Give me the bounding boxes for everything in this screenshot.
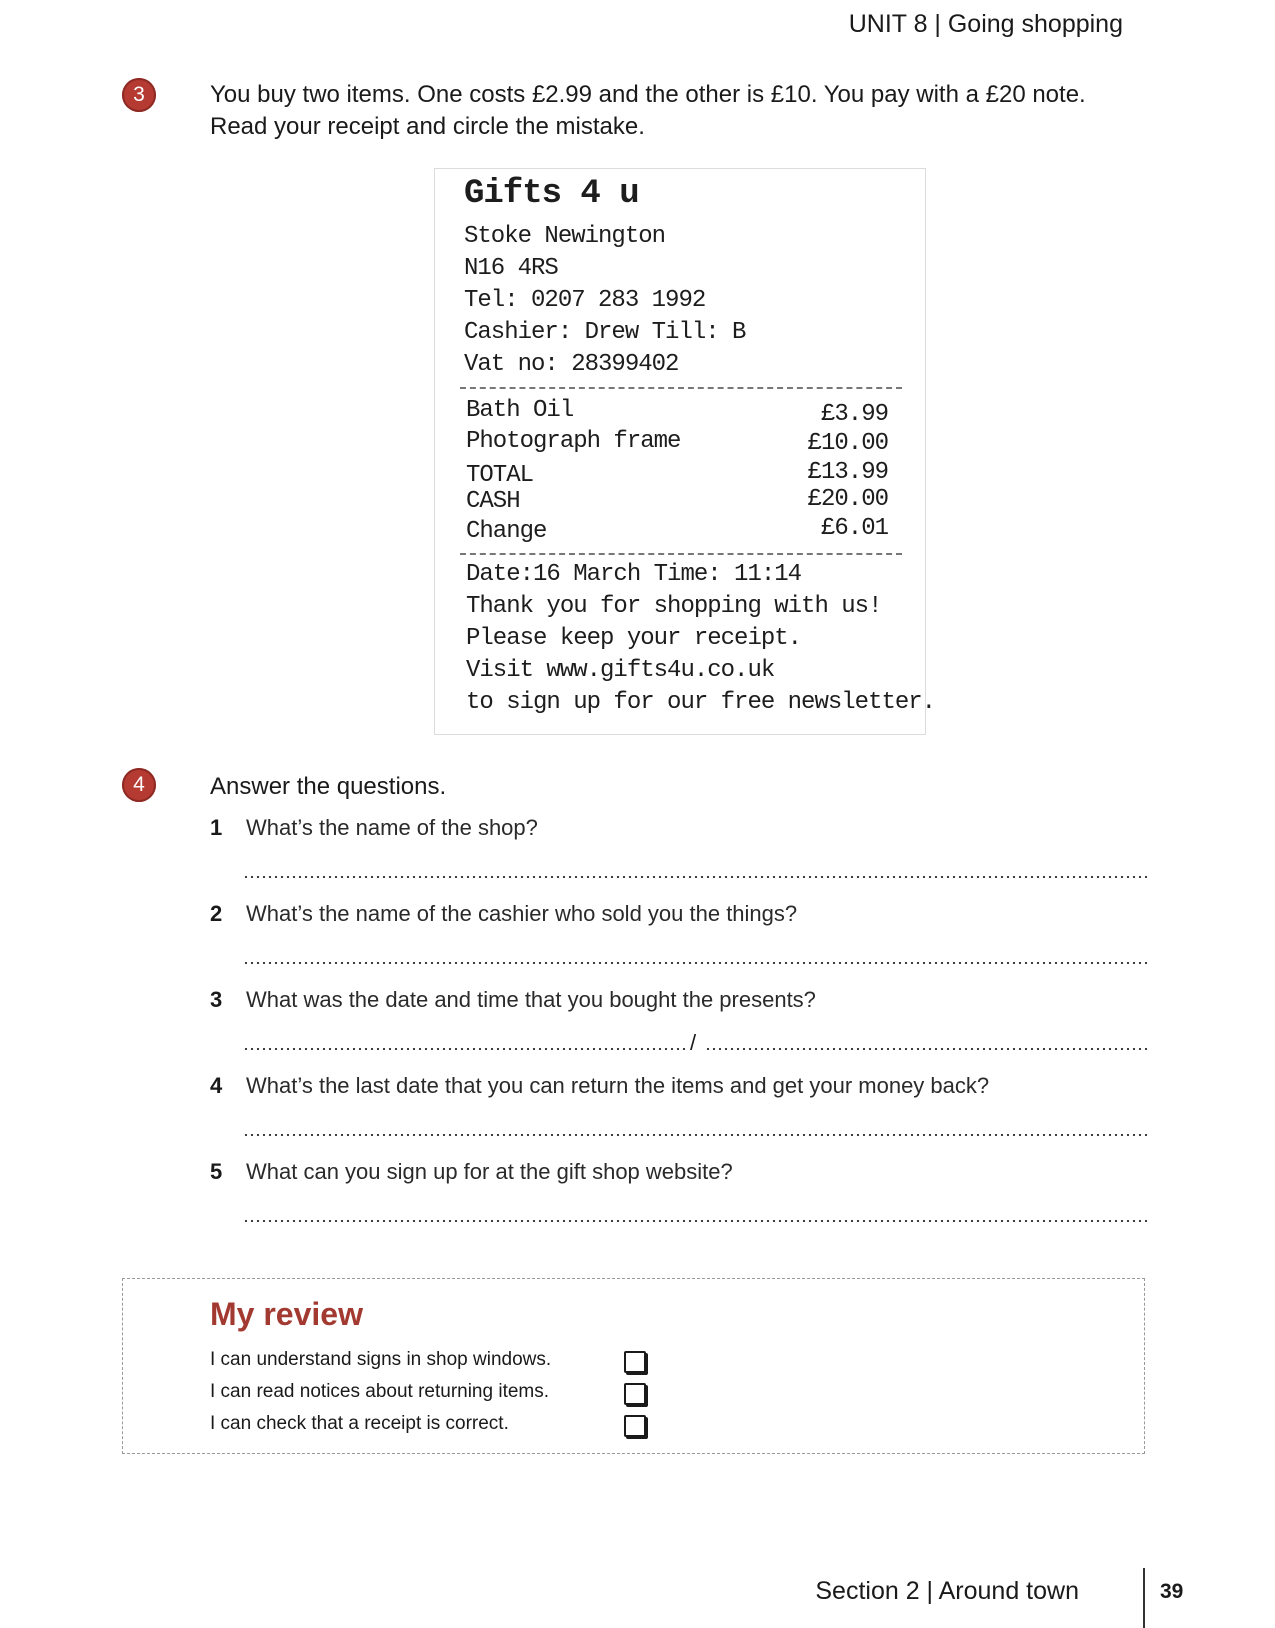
unit-header: UNIT 8 | Going shopping [848, 10, 1123, 38]
receipt [434, 168, 936, 735]
question-text: What’s the name of the cashier who sold you the things? [246, 901, 798, 926]
receipt-item-name: Photograph frame [466, 428, 681, 455]
footer-divider [1143, 1568, 1145, 1628]
answer-line-1[interactable] [243, 876, 1150, 878]
answer-line-5[interactable] [243, 1220, 1150, 1222]
receipt-shop-name: Gifts 4 u [464, 175, 639, 213]
answer-line-3-date[interactable] [243, 1048, 688, 1050]
receipt-total-label: TOTAL [466, 462, 534, 489]
review-checkbox-3[interactable] [624, 1415, 646, 1437]
receipt-thanks: Thank you for shopping with us! [466, 593, 882, 620]
footer-section-title: Section 2 | Around town [815, 1577, 1079, 1605]
answer-line-2[interactable] [243, 962, 1150, 964]
review-item: I can understand signs in shop windows. [210, 1349, 552, 1370]
exercise-3-badge: 3 [122, 78, 156, 112]
exercise-4-badge: 4 [122, 768, 156, 802]
question-text: What’s the last date that you can return the items and get your money back? [246, 1073, 990, 1098]
page-number: 39 [1160, 1580, 1184, 1603]
review-checkbox-2[interactable] [624, 1383, 646, 1405]
answer-line-4[interactable] [243, 1134, 1150, 1136]
exercise-3-line-2: Read your receipt and circle the mistake. [210, 113, 645, 140]
receipt-website: Visit www.gifts4u.co.uk [466, 657, 775, 684]
receipt-vat: Vat no: 28399402 [464, 351, 679, 378]
receipt-total-value: £13.99 [807, 459, 888, 486]
receipt-newsletter: to sign up for our free newsletter. [466, 689, 936, 716]
question-number: 2 [210, 901, 223, 926]
receipt-tel: Tel: 0207 283 1992 [464, 287, 706, 314]
receipt-date-time: Date:16 March Time: 11:14 [466, 561, 802, 588]
exercise-4-instruction: Answer the questions. [210, 773, 447, 800]
review-checkbox-1[interactable] [624, 1351, 646, 1373]
question-number: 3 [210, 987, 223, 1012]
answer-separator: / [690, 1030, 697, 1055]
receipt-item-price: £10.00 [807, 430, 888, 457]
receipt-item-price: £3.99 [820, 401, 888, 428]
receipt-cashier: Cashier: Drew Till: B [464, 319, 746, 346]
question-text: What can you sign up for at the gift shop website? [246, 1159, 733, 1184]
answer-line-3-time[interactable] [705, 1048, 1150, 1050]
receipt-item-name: Bath Oil [466, 397, 574, 424]
question-number: 5 [210, 1159, 223, 1184]
receipt-divider-top [460, 387, 902, 389]
receipt-address-line-2: N16 4RS [464, 255, 558, 282]
receipt-cash-label: CASH [466, 488, 520, 515]
receipt-change-value: £6.01 [820, 515, 888, 542]
question-text: What’s the name of the shop? [246, 815, 538, 840]
receipt-divider-bottom [460, 553, 902, 555]
question-number: 1 [210, 815, 223, 840]
review-item: I can read notices about returning items. [210, 1381, 550, 1402]
receipt-change-label: Change [466, 518, 547, 545]
question-number: 4 [210, 1073, 223, 1098]
question-text: What was the date and time that you bought the presents? [246, 987, 816, 1012]
receipt-keep-notice: Please keep your receipt. [466, 625, 802, 652]
exercise-3-line-1: You buy two items. One costs £2.99 and the other is £10. You pay with a £20 note. [210, 81, 1086, 108]
receipt-cash-value: £20.00 [807, 486, 888, 513]
receipt-address-line-1: Stoke Newington [464, 223, 666, 250]
review-title: My review [210, 1296, 363, 1332]
review-item: I can check that a receipt is correct. [210, 1413, 509, 1434]
